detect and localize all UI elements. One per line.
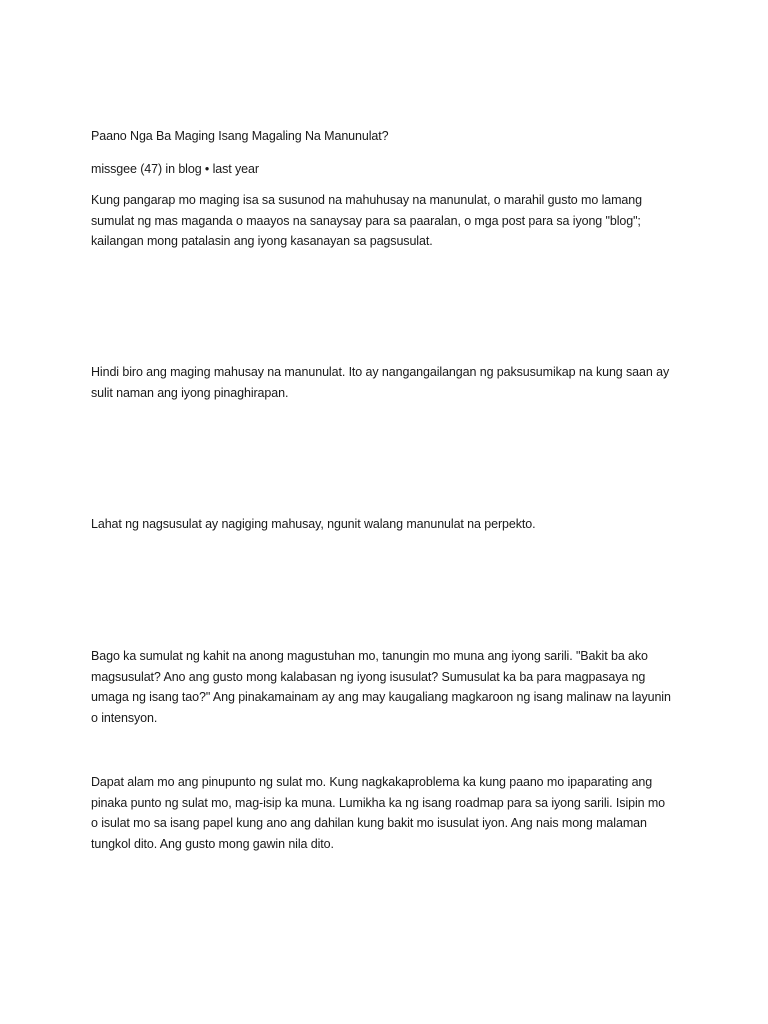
article-title-text: Paano Nga Ba Maging Isang Magaling Na Manunulat? bbox=[91, 129, 389, 143]
paragraph-line: Bago ka sumulat ng kahit na anong magustuhan mo, tanungin mo muna ang iyong sarili. "Bakit ba ako bbox=[91, 649, 648, 663]
paragraph-line: sumulat ng mas maganda o maayos na sanaysay para sa paaralan, o mga post para sa iyong "blog"; bbox=[91, 213, 641, 228]
paragraph-line: Lahat ng nagsusulat ay nagiging mahusay, ngunit walang manunulat na perpekto. bbox=[91, 517, 536, 531]
paragraph-3 bbox=[91, 514, 691, 535]
paragraph-line: tungkol dito. Ang gusto mong gawin nila dito. bbox=[91, 836, 334, 851]
paragraph-line: Hindi biro ang maging mahusay na manunulat. Ito ay nangangailangan ng paksusumikap na kung saan ay bbox=[91, 365, 670, 379]
paragraph-5 bbox=[91, 772, 691, 854]
paragraph-line: Kung pangarap mo maging isa sa susunod na mahuhusay na manunulat, o marahil gusto mo lamang bbox=[91, 193, 642, 207]
article-title bbox=[91, 126, 691, 147]
paragraph-line: sulit naman ang iyong pinaghirapan. bbox=[91, 385, 289, 400]
paragraph-line: pinaka punto ng sulat mo, mag-isip ka muna. Lumikha ka ng isang roadmap para sa iyong sarili. Isipin mo bbox=[91, 795, 666, 810]
paragraph-line: magsusulat? Ano ang gusto mong kalabasan ng iyong isusulat? Sumusulat ka ba para magpasaya ng bbox=[91, 669, 646, 684]
paragraph-line: kailangan mong patalasin ang iyong kasanayan sa pagsusulat. bbox=[91, 234, 433, 248]
paragraph-1 bbox=[91, 190, 691, 252]
paragraph-line: umaga ng isang tao?" Ang pinakamainam ay ang may kaugaliang magkaroon ng isang malinaw na layunin bbox=[91, 690, 671, 704]
paragraph-4 bbox=[91, 646, 691, 728]
paragraph-2 bbox=[91, 362, 691, 403]
paragraph-line: o isulat mo sa isang papel kung ano ang dahilan kung bakit mo isusulat iyon. Ang nais mong malaman bbox=[91, 816, 647, 830]
article-meta-text: missgee (47) in blog • last year bbox=[91, 162, 259, 176]
article-meta bbox=[91, 159, 691, 180]
paragraph-line: o intensyon. bbox=[91, 710, 158, 725]
paragraph-line: Dapat alam mo ang pinupunto ng sulat mo. Kung nagkakaproblema ka kung paano mo ipaparating ang bbox=[91, 775, 653, 789]
